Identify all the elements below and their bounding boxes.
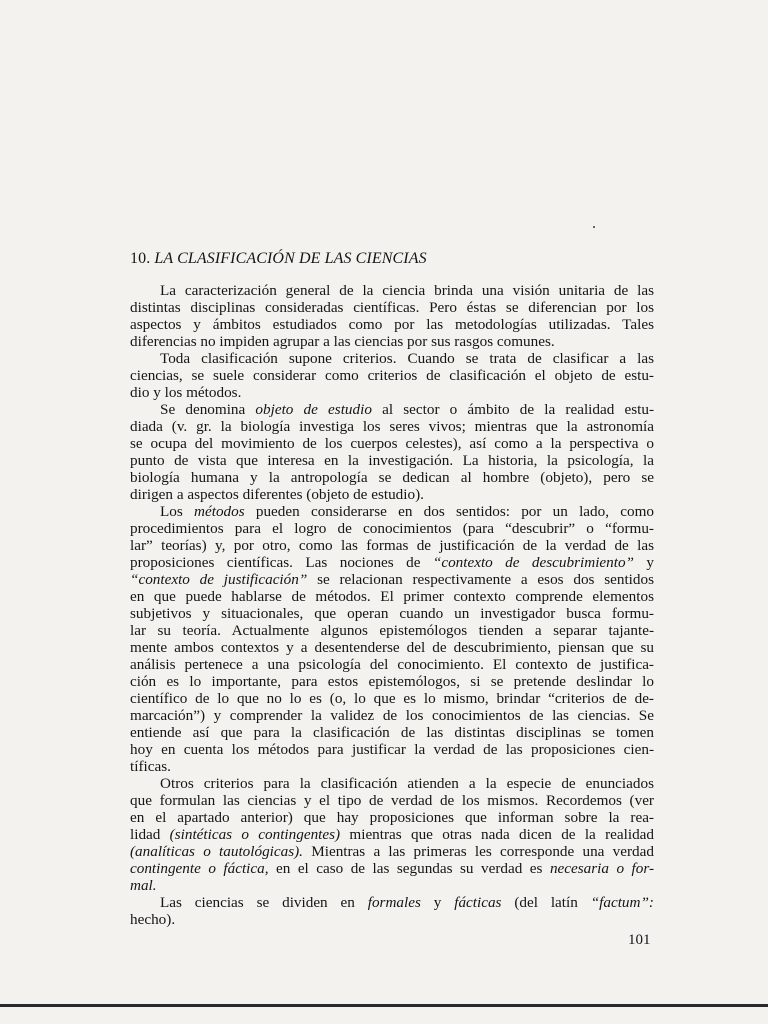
text-line — [130, 316, 654, 333]
text-run: Se denomina — [160, 401, 256, 418]
text-run: científico de lo que no lo es (o, lo que es lo mismo, brindar “criterios de de- — [130, 690, 654, 707]
text-line — [130, 877, 654, 894]
text-line — [130, 673, 654, 690]
text-line — [130, 911, 654, 928]
text-line — [130, 639, 654, 656]
text-run: dio y los métodos. — [130, 384, 242, 401]
text-run: lar su teoría. Actualmente algunos epistemólogos tienden a separar tajante- — [130, 622, 654, 639]
text-run: biología humana y la antropología se dedican al hombre (objeto), pero se — [130, 469, 654, 486]
italic-term: necesaria o for- — [549, 860, 655, 877]
text-line — [130, 894, 654, 911]
text-run: distintas disciplinas consideradas científicas. Pero éstas se diferencian por los — [130, 299, 654, 316]
section-title: LA CLASIFICACIÓN DE LAS CIENCIAS — [154, 250, 427, 267]
text-line — [130, 605, 654, 622]
text-line — [130, 622, 654, 639]
italic-term: fácticas — [454, 894, 502, 911]
paragraph — [130, 775, 654, 894]
text-run: (del latín — [501, 894, 591, 911]
italic-term: (analíticas o tautológicas). — [130, 843, 303, 860]
text-run: diferencias no impiden agrupar a las ciencias por sus rasgos comunes. — [130, 333, 555, 350]
text-run: análisis pertenece a una psicología del conocimiento. El contexto de justifica- — [130, 656, 654, 673]
page-number: 101 — [628, 932, 651, 948]
text-run: proposiciones científicas. Las nociones de — [130, 554, 433, 571]
paragraph — [130, 503, 654, 775]
text-line — [130, 758, 654, 775]
scan-edge — [0, 1004, 768, 1007]
section-heading — [130, 250, 427, 268]
text-run: hoy en cuenta los métodos para justificar la verdad de las proposiciones cien- — [130, 741, 654, 758]
text-line — [130, 520, 654, 537]
text-line — [130, 486, 654, 503]
text-line — [130, 469, 654, 486]
text-run: aspectos y ámbitos estudiados como por las metodologías utilizadas. Tales — [130, 316, 654, 333]
text-run: Otros criterios para la clasificación atienden a la especie de enunciados — [160, 775, 654, 792]
text-run: mientras que otras nada dicen de la realidad — [340, 826, 654, 843]
text-line — [130, 452, 654, 469]
italic-term: “contexto de justificación” — [130, 571, 308, 588]
text-run: hecho). — [130, 911, 176, 928]
text-run: lidad — [130, 826, 170, 843]
text-run: Los — [160, 503, 195, 520]
text-run: dirigen a aspectos diferentes (objeto de estudio). — [130, 486, 424, 503]
text-run: entiende así que para la clasificación de las distintas disciplinas se tomen — [130, 724, 654, 741]
text-run: en el apartado anterior) que hay proposiciones que informan sobre la rea- — [130, 809, 654, 826]
italic-term: mal. — [130, 877, 157, 894]
text-run: en que puede hablarse de métodos. El primer contexto comprende elementos — [130, 588, 654, 605]
text-line — [130, 656, 654, 673]
text-run: se relacionan respectivamente a esos dos sentidos — [307, 571, 654, 588]
text-line — [130, 724, 654, 741]
text-run: La caracterización general de la ciencia brinda una visión unitaria de las — [160, 282, 654, 299]
text-line — [130, 741, 654, 758]
text-run: pueden considerarse en dos sentidos: por un lado, como — [244, 503, 655, 520]
paragraph — [130, 894, 654, 928]
text-run: y — [634, 554, 655, 571]
text-run: y — [420, 894, 455, 911]
speck-mark — [593, 226, 595, 228]
text-run: se ocupa del movimiento de los cuerpos celestes), así como a la perspectiva o — [130, 435, 654, 452]
text-line — [130, 588, 654, 605]
text-run: ciencias, se suele considerar como criterios de clasificación el objeto de estu- — [130, 367, 654, 384]
text-line — [130, 690, 654, 707]
text-line — [130, 537, 654, 554]
text-line — [130, 299, 654, 316]
text-run: diada (v. gr. la biología investiga los seres vivos; mientras que la astronomía — [130, 418, 654, 435]
text-line — [130, 571, 654, 588]
text-line — [130, 860, 654, 877]
italic-term: formales — [367, 894, 421, 911]
italic-term: métodos — [194, 503, 245, 520]
text-run: en el caso de las segundas su verdad es — [268, 860, 550, 877]
italic-term: “contexto de descubrimiento” — [432, 554, 635, 571]
text-line — [130, 435, 654, 452]
text-run: que formulan las ciencias y el tipo de verdad de los mismos. Recordemos (ver — [130, 792, 654, 809]
italic-term: “factum”: — [590, 894, 654, 911]
text-run: lar” teorías) y, por otro, como las formas de justificación de la verdad de las — [130, 537, 654, 554]
text-line — [130, 333, 654, 350]
text-run: ción es lo importante, para estos epistemólogos, si se pretende deslindar lo — [130, 673, 654, 690]
text-line — [130, 554, 654, 571]
italic-term: (sintéticas o contingentes) — [169, 826, 341, 843]
paragraph — [130, 401, 654, 503]
italic-term: contingente o fáctica, — [130, 860, 269, 877]
text-run: procedimientos para el logro de conocimientos (para “descubrir” o “formu- — [130, 520, 654, 537]
paragraph — [130, 282, 654, 350]
text-run: marcación”) y comprender la validez de los conocimientos de las ciencias. Se — [130, 707, 654, 724]
italic-term: objeto de estudio — [255, 401, 372, 418]
text-line — [130, 282, 654, 299]
text-run: Toda clasificación supone criterios. Cuando se trata de clasificar a las — [160, 350, 654, 367]
text-run: subjetivos y situacionales, que operan cuando un investigador busca formu- — [130, 605, 654, 622]
text-line — [130, 775, 654, 792]
text-line — [130, 792, 654, 809]
section-number: 10. — [130, 250, 151, 267]
text-line — [130, 843, 654, 860]
text-run: punto de vista que interesa en la investigación. La historia, la psicología, la — [130, 452, 654, 469]
text-line — [130, 401, 654, 418]
text-line — [130, 826, 654, 843]
text-line — [130, 809, 654, 826]
text-run: Mientras a las primeras les corresponde una verdad — [302, 843, 654, 860]
text-line — [130, 503, 654, 520]
paragraph — [130, 350, 654, 401]
text-line — [130, 367, 654, 384]
body-text — [130, 282, 654, 928]
text-line — [130, 384, 654, 401]
text-line — [130, 707, 654, 724]
text-run: Las ciencias se dividen en — [160, 894, 368, 911]
text-run: mente ambos contextos y a desentenderse del de descubrimiento, piensan que su — [130, 639, 654, 656]
text-run: al sector o ámbito de la realidad estu- — [371, 401, 655, 418]
text-run: tíficas. — [130, 758, 171, 775]
text-line — [130, 350, 654, 367]
text-line — [130, 418, 654, 435]
